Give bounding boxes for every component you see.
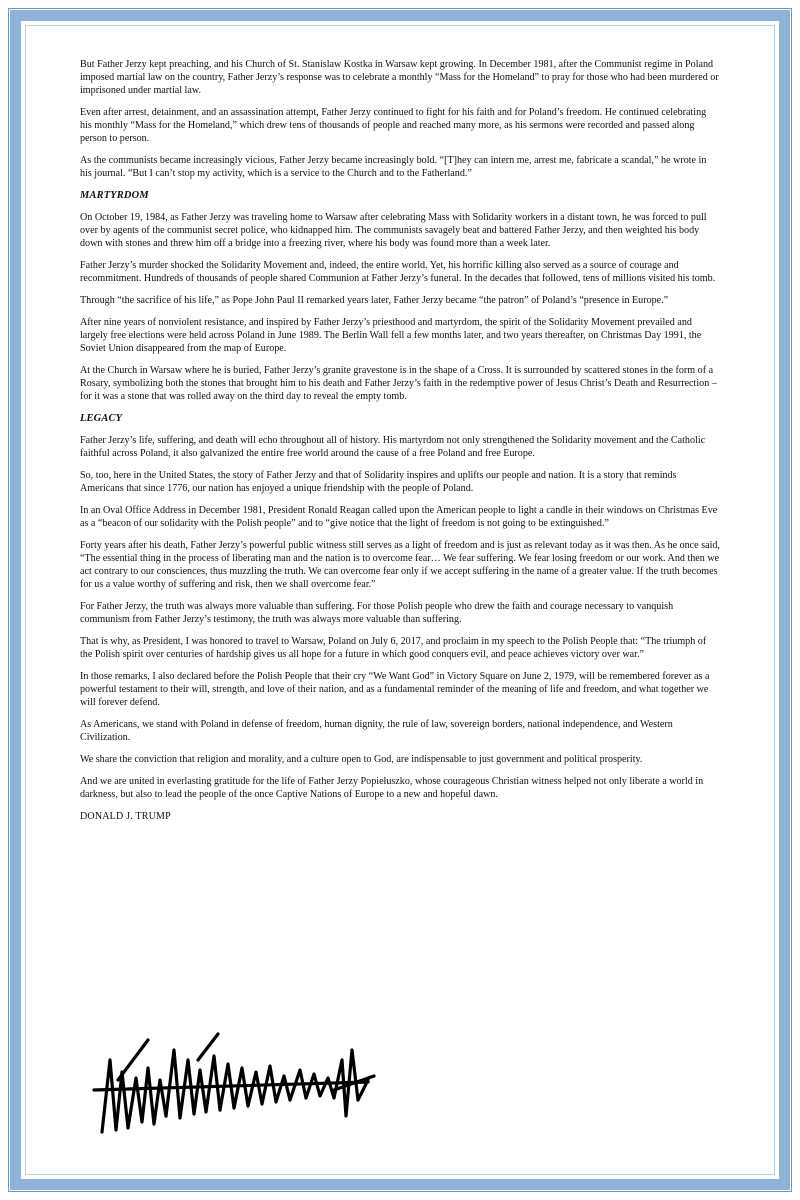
heading-legacy: LEGACY: [80, 413, 123, 424]
paragraph-martyrdom-2: Father Jerzy’s murder shocked the Solidarity Movement and, indeed, the entire world. Yet, his horrific killing also served as a source of courage and recommitment. Hundreds of thousands of people shared Communion at Father Jerzy’s funeral. In the decades that followed, tens of millions visited his tomb.: [80, 260, 716, 284]
paragraph-martyrdom-3: Through “the sacrifice of his life,” as Pope John Paul II remarked years later, Father Jerzy became “the patron” of Poland’s “presence in Europe.”: [80, 295, 669, 306]
signature: [88, 1020, 388, 1140]
paragraph-legacy-1: Father Jerzy’s life, suffering, and death will echo throughout all of history. His martyrdom not only strengthened the Solidarity movement and the Catholic faithful across Poland, it also galvanized the entire free world around the cause of a free Poland and free Europe.: [80, 435, 706, 459]
paragraph-legacy-9: We share the conviction that religion and morality, and a culture open to God, are indispensable to just government and political prosperity.: [80, 754, 643, 765]
signer-name: DONALD J. TRUMP: [80, 811, 171, 822]
paragraph-legacy-7: In those remarks, I also declared before the Polish People that their cry “We Want God” in Victory Square on June 2, 1979, will be remembered forever as a powerful testament to their will, strength, and love of their nation, and as a fundamental reminder of the meaning of life and freedom, and what together we will forever defend.: [80, 671, 710, 708]
heading-martyrdom: MARTYRDOM: [80, 190, 149, 201]
paragraph-intro-3: As the communists became increasingly vicious, Father Jerzy became increasingly bold. “[T]hey can intern me, arrest me, fabricate a scandal,” he wrote in his journal. “But I can’t stop my activity, which is a service to the Church and to the Fatherland.”: [80, 155, 707, 179]
paragraph-legacy-2: So, too, here in the United States, the story of Father Jerzy and that of Solidarity inspires and uplifts our people and nation. It is a story that reminds Americans that since 1776, our nation has enjoyed a unique friendship with the people of Poland.: [80, 470, 677, 494]
paragraph-legacy-3: In an Oval Office Address in December 1981, President Ronald Reagan called upon the American people to light a candle in their windows on Christmas Eve as a “beacon of our solidarity with the Polish people” and to “give notice that the light of freedom is not going to be extinguished.”: [80, 505, 718, 529]
paragraph-legacy-5: For Father Jerzy, the truth was always more valuable than suffering. For those Polish people who drew the faith and courage necessary to vanquish communism from Father Jerzy’s testimony, the truth was always more valuable than suffering.: [80, 601, 674, 625]
paragraph-legacy-8: As Americans, we stand with Poland in defense of freedom, human dignity, the rule of law, sovereign borders, national independence, and Western Civilization.: [80, 719, 673, 743]
paragraph-martyrdom-5: At the Church in Warsaw where he is buried, Father Jerzy’s granite gravestone is in the shape of a Cross. It is surrounded by scattered stones in the form of a Rosary, symbolizing both the stones that brought him to his death and Father Jerzy’s faith in the redemptive power of Jesus Christ’s Death and Resurrection – for it was a stone that was rolled away on the third day to reveal the empty tomb.: [80, 365, 717, 402]
paragraph-legacy-10: And we are united in everlasting gratitude for the life of Father Jerzy Popiełuszko, whose courageous Christian witness helped not only liberate a world in darkness, but also to lead the people of the once Captive Nations of Europe to a new and hopeful dawn.: [80, 776, 704, 800]
paragraph-intro-1: But Father Jerzy kept preaching, and his Church of St. Stanislaw Kostka in Warsaw kept growing. In December 1981, after the Communist regime in Poland imposed martial law on the country, Father Jerzy’s response was to celebrate a monthly “Mass for the Homeland” to pray for those who had been murdered or imprisoned under martial law.: [80, 59, 719, 96]
paragraph-intro-2: Even after arrest, detainment, and an assassination attempt, Father Jerzy continued to fight for his faith and for Poland’s freedom. He continued celebrating his monthly “Mass for the Homeland,” which drew tens of thousands of people and reached many more, as his sermons were recorded and passed along person to person.: [80, 107, 707, 144]
letter-body: [80, 58, 720, 832]
paragraph-martyrdom-1: On October 19, 1984, as Father Jerzy was traveling home to Warsaw after celebrating Mass with Solidarity workers in a distant town, he was forced to pull over by agents of the communist secret police, who kidnapped him. The communists savagely beat and battered Father Jerzy, and then weighted his body down with stones and threw him off a bridge into a freezing river, where his body was found more than a week later.: [80, 212, 707, 249]
paragraph-legacy-6: That is why, as President, I was honored to travel to Warsaw, Poland on July 6, 2017, and proclaim in my speech to the Polish People that: “The triumph of the Polish spirit over centuries of hardship gives us all hope for a future in which good conquers evil, and peace achieves victory over war.”: [80, 636, 707, 660]
paragraph-legacy-4: Forty years after his death, Father Jerzy’s powerful public witness still serves as a light of freedom and is just as relevant today as it was then. As he once said, “The essential thing in the process of liberating man and the nation is to overcome fear… We fear suffering. We fear losing freedom or our work. And then we act contrary to our consciences, thus muzzling the truth. We can overcome fear only if we accept suffering in the name of a greater value. If the truth becomes for us a value worthy of suffering and risk, then we shall overcome fear.”: [80, 540, 720, 590]
paragraph-martyrdom-4: After nine years of nonviolent resistance, and inspired by Father Jerzy’s priesthood and martyrdom, the spirit of the Solidarity Movement prevailed and largely free elections were held across Poland in June 1989. The Berlin Wall fell a few months later, and two years thereafter, on Christmas Day 1991, the Soviet Union disappeared from the map of Europe.: [80, 317, 702, 354]
